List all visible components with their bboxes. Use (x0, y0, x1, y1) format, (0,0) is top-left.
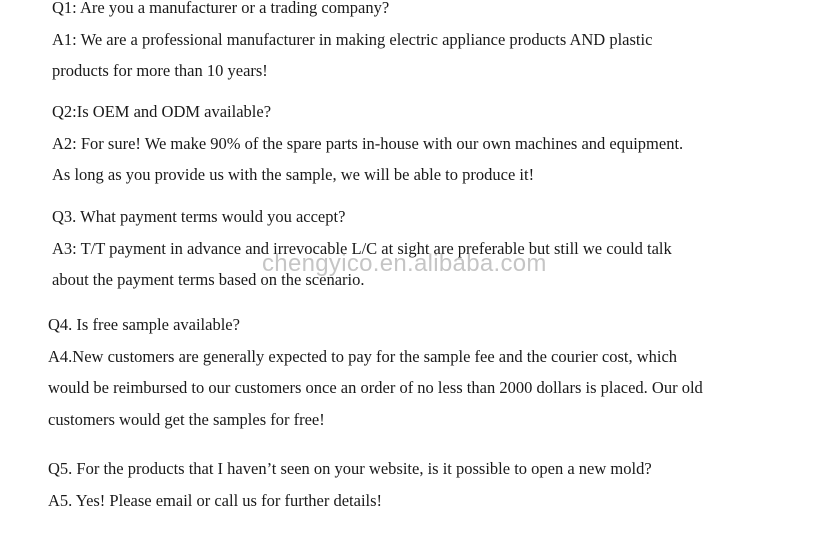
question-1: Q1: Are you a manufacturer or a trading company? (52, 0, 390, 17)
answer-2-line-2: As long as you provide us with the sample, we will be able to produce it! (52, 165, 535, 184)
watermark-text: chengyico.en.alibaba.com (262, 250, 547, 277)
answer-4-line-2: would be reimbursed to our customers once an order of no less than 2000 dollars is placed. Our old (48, 378, 703, 397)
question-3: Q3. What payment terms would you accept? (52, 207, 346, 226)
faq-item-3 (52, 201, 812, 296)
question-2: Q2:Is OEM and ODM available? (52, 102, 272, 121)
answer-4-line-3: customers would get the samples for free! (48, 409, 325, 429)
faq-item-5 (48, 453, 808, 516)
answer-4-line-1: A4.New customers are generally expected to pay for the sample fee and the courier cost, which (48, 346, 678, 366)
answer-1-line-1: A1: We are a professional manufacturer in making electric appliance products AND plastic (52, 29, 653, 49)
faq-item-4 (48, 309, 808, 435)
answer-3-line-1: A3: T/T payment in advance and irrevocable L/C at sight are preferable but still we could talk (52, 238, 672, 258)
answer-3-line-2: about the payment terms based on the scenario. (52, 270, 365, 289)
answer-1-line-2: products for more than 10 years! (52, 61, 268, 80)
faq-item-2 (52, 96, 812, 191)
answer-5-line-1: A5. Yes! Please email or call us for further details! (48, 490, 383, 510)
faq-item-1 (52, 0, 812, 87)
question-4: Q4. Is free sample available? (48, 315, 240, 334)
answer-2-line-1: A2: For sure! We make 90% of the spare parts in-house with our own machines and equipment. (52, 133, 684, 153)
question-5: Q5. For the products that I haven’t seen on your website, is it possible to open a new mold? (48, 459, 652, 478)
